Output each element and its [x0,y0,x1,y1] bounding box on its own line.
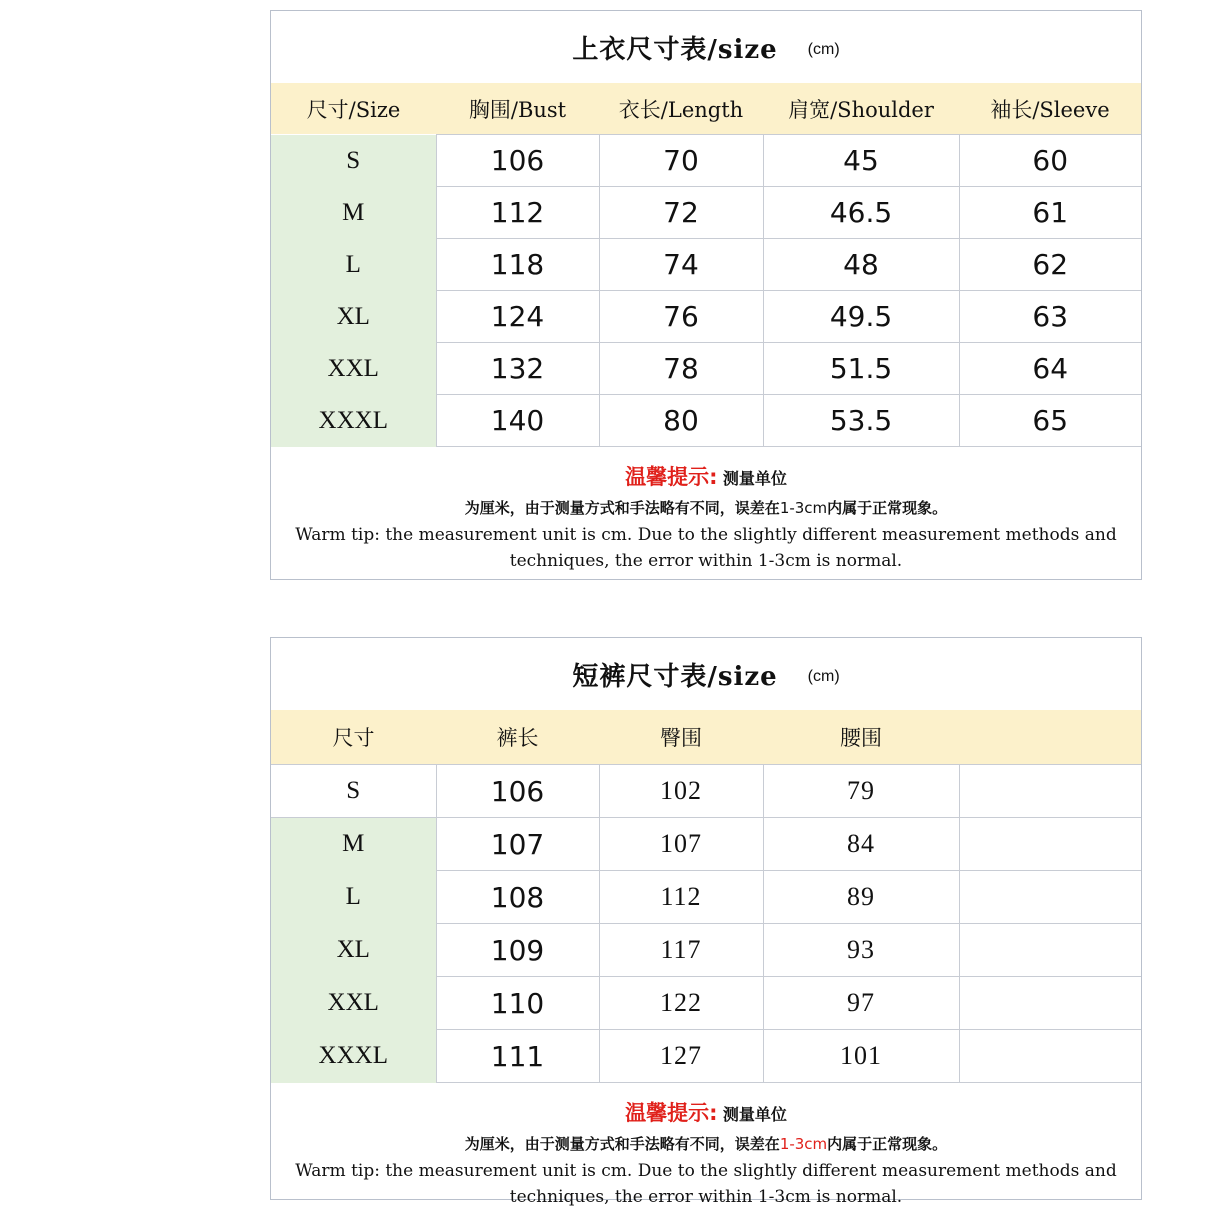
header-length: 衣长/Length [618,97,744,122]
pants-length-cell: 107 [436,818,599,871]
size-cell: XL [271,291,436,343]
bust-cell: 118 [436,239,599,291]
table-row [271,818,1141,871]
table-row [271,187,1141,239]
sleeve-cell: 64 [959,343,1141,395]
pants-length-cell: 106 [436,765,599,818]
size-cell: XXXL [271,1030,436,1083]
header-row [271,710,1141,764]
measurement-note [271,1083,1141,1210]
tip-unit: 测量单位 [722,1105,787,1124]
shoulder-cell: 48 [763,239,959,291]
sleeve-cell: 65 [959,395,1141,447]
bust-cell: 132 [436,343,599,395]
waist-cell: 79 [763,765,959,818]
chart-title: 短裤尺寸表/size [572,661,778,692]
measurement-note [271,447,1141,574]
header-row [271,83,1141,134]
bottom-size-chart [270,637,1142,1207]
shoulder-cell: 51.5 [763,343,959,395]
hip-cell: 102 [599,765,763,818]
hip-cell: 107 [599,818,763,871]
top-size-table [271,134,1141,447]
sleeve-cell: 60 [959,135,1141,187]
hip-cell: 117 [599,924,763,977]
note-cn-range: 1-3cm [779,499,828,517]
table-row [271,1030,1141,1083]
shoulder-cell: 53.5 [763,395,959,447]
pants-length-cell: 108 [436,871,599,924]
empty-cell [959,977,1141,1030]
empty-cell [959,818,1141,871]
hip-cell: 112 [599,871,763,924]
table-row [271,977,1141,1030]
empty-cell [959,765,1141,818]
size-cell: XL [271,924,436,977]
length-cell: 74 [599,239,763,291]
size-cell: S [271,765,436,818]
note-english: Warm tip: the measurement unit is cm. Due to the slightly different measurement methods and techniques, the error within 1-3cm is normal. [295,525,1117,571]
note-cn-part-b: 内属于正常现象。 [827,1135,948,1153]
header-size: 尺寸 [332,726,375,750]
empty-cell [959,871,1141,924]
sleeve-cell: 61 [959,187,1141,239]
bust-cell: 106 [436,135,599,187]
bust-cell: 124 [436,291,599,343]
bust-cell: 112 [436,187,599,239]
size-cell: S [271,135,436,187]
waist-cell: 89 [763,871,959,924]
tip-line [271,1097,1141,1127]
hip-cell: 122 [599,977,763,1030]
header-bust: 胸围/Bust [468,97,567,122]
unit-label: (cm) [807,41,840,58]
tip-label: 温馨提示: [625,1101,718,1125]
header-size: 尺寸/Size [306,97,401,122]
tip-unit: 测量单位 [722,469,787,488]
length-cell: 70 [599,135,763,187]
header-pants-length: 裤长 [496,726,539,750]
header-sleeve: 袖长/Sleeve [990,97,1110,122]
title-row [271,638,1141,710]
pants-length-cell: 109 [436,924,599,977]
table-row [271,343,1141,395]
pants-length-cell: 111 [436,1030,599,1083]
length-cell: 72 [599,187,763,239]
length-cell: 78 [599,343,763,395]
size-cell: L [271,871,436,924]
empty-cell [959,1030,1141,1083]
table-row [271,924,1141,977]
sleeve-cell: 63 [959,291,1141,343]
waist-cell: 84 [763,818,959,871]
tip-label: 温馨提示: [625,465,718,489]
header-hip: 臀围 [660,726,702,750]
size-cell: M [271,818,436,871]
table-row [271,871,1141,924]
note-chinese [271,1133,1141,1154]
size-cell: XXL [271,977,436,1030]
waist-cell: 101 [763,1030,959,1083]
length-cell: 76 [599,291,763,343]
size-cell: XXXL [271,395,436,447]
title-row [271,11,1141,83]
size-cell: XXL [271,343,436,395]
shoulder-cell: 46.5 [763,187,959,239]
note-cn-part-b: 内属于正常现象。 [827,499,948,517]
waist-cell: 93 [763,924,959,977]
table-row [271,291,1141,343]
shoulder-cell: 45 [763,135,959,187]
note-english: Warm tip: the measurement unit is cm. Due to the slightly different measurement methods and techniques, the error within 1-3cm is normal. [295,1161,1117,1207]
table-row [271,135,1141,187]
note-cn-part-a: 为厘米，由于测量方式和手法略有不同，误差在 [464,1135,780,1153]
empty-cell [959,924,1141,977]
table-row [271,765,1141,818]
hip-cell: 127 [599,1030,763,1083]
note-cn-range: 1-3cm [779,1135,828,1153]
bust-cell: 140 [436,395,599,447]
table-row [271,395,1141,447]
table-row [271,239,1141,291]
shoulder-cell: 49.5 [763,291,959,343]
pants-length-cell: 110 [436,977,599,1030]
chart-title: 上衣尺寸表/size [572,34,778,65]
waist-cell: 97 [763,977,959,1030]
header-waist: 腰围 [840,726,882,750]
length-cell: 80 [599,395,763,447]
header-shoulder: 肩宽/Shoulder [788,97,934,122]
unit-label: (cm) [807,668,840,685]
note-cn-part-a: 为厘米，由于测量方式和手法略有不同，误差在 [464,499,780,517]
sleeve-cell: 62 [959,239,1141,291]
top-size-chart [270,10,1142,580]
size-cell: M [271,187,436,239]
bottom-size-table [271,764,1141,1083]
note-chinese [271,497,1141,518]
size-cell: L [271,239,436,291]
tip-line [271,461,1141,491]
